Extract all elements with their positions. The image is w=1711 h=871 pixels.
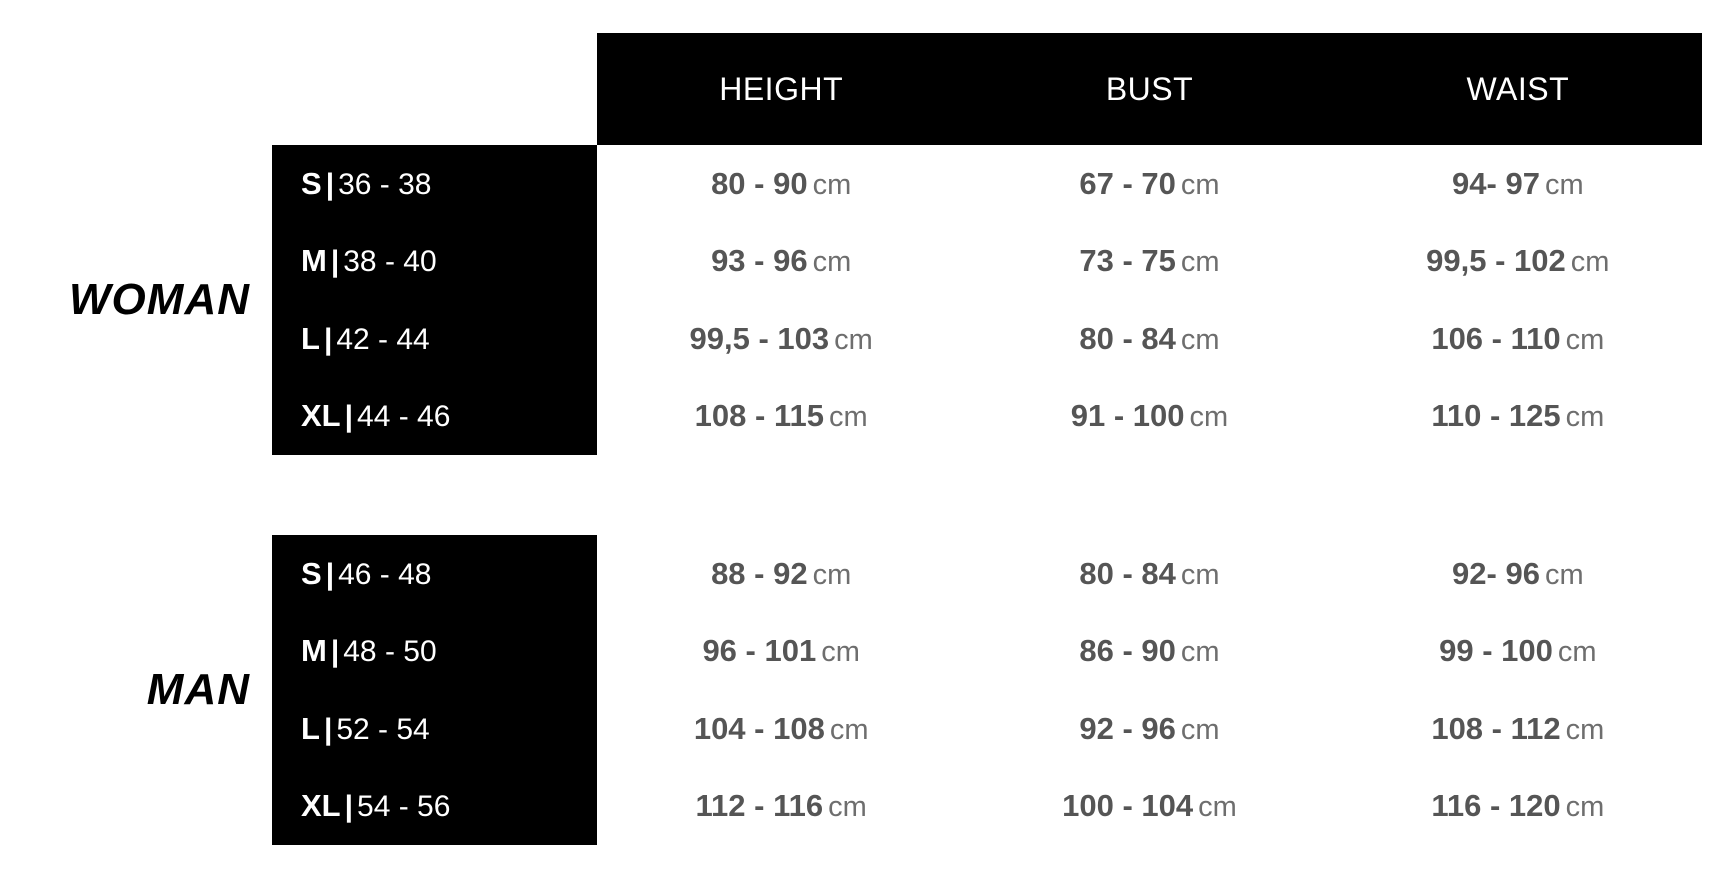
table-row <box>272 613 1702 691</box>
size-range: 44 - 46 <box>357 400 451 434</box>
cell-height: 99,5 - 103 cm <box>689 320 873 356</box>
table-row <box>272 535 1702 613</box>
cell-height: 112 - 116 cm <box>695 788 867 824</box>
cell-size: L | 52 - 54 <box>301 710 430 746</box>
cell-bust: 80 - 84 cm <box>1079 320 1220 356</box>
cell-size: S | 46 - 48 <box>301 555 432 591</box>
table-row <box>272 690 1702 768</box>
cell-bust: 67 - 70 cm <box>1079 165 1220 201</box>
cell-size: XL | 54 - 56 <box>301 788 451 824</box>
size-range: 36 - 38 <box>338 167 432 201</box>
size-label: S <box>301 165 322 201</box>
size-label: L <box>301 710 320 746</box>
table-row <box>272 145 1702 223</box>
cell-size: XL | 44 - 46 <box>301 398 451 434</box>
cell-waist: 116 - 120 cm <box>1431 788 1605 824</box>
column-header-bust: BUST <box>1105 70 1194 107</box>
size-range: 54 - 56 <box>357 790 451 824</box>
cell-bust: 86 - 90 cm <box>1079 633 1220 669</box>
cell-waist: 99,5 - 102 cm <box>1426 243 1610 279</box>
rows-woman <box>272 145 1702 455</box>
size-range: 52 - 54 <box>336 712 430 746</box>
cell-height: 96 - 101 cm <box>702 633 860 669</box>
table-header <box>597 33 1702 145</box>
size-range: 42 - 44 <box>336 322 430 356</box>
table-row <box>272 768 1702 846</box>
cell-size: M | 38 - 40 <box>301 243 437 279</box>
cell-height: 104 - 108 cm <box>693 710 869 746</box>
cell-height: 93 - 96 cm <box>711 243 852 279</box>
cell-bust: 73 - 75 cm <box>1079 243 1220 279</box>
cell-waist: 106 - 110 cm <box>1431 320 1605 356</box>
cell-bust: 92 - 96 cm <box>1079 710 1220 746</box>
cell-waist: 108 - 112 cm <box>1431 710 1605 746</box>
table-row <box>272 300 1702 378</box>
cell-size: L | 42 - 44 <box>301 320 430 356</box>
size-label: M <box>301 633 327 669</box>
cell-height: 88 - 92 cm <box>711 555 852 591</box>
group-label-woman: WOMAN <box>69 275 250 324</box>
size-label: S <box>301 555 322 591</box>
cell-size: S | 36 - 38 <box>301 165 432 201</box>
cell-bust: 80 - 84 cm <box>1079 555 1220 591</box>
size-label: M <box>301 243 327 279</box>
size-range: 46 - 48 <box>338 557 432 591</box>
cell-size: M | 48 - 50 <box>301 633 437 669</box>
size-label: XL <box>301 398 341 434</box>
column-header-height: HEIGHT <box>719 70 844 107</box>
group-label-man: MAN <box>146 665 250 714</box>
size-label: XL <box>301 788 341 824</box>
column-header-waist: WAIST <box>1466 70 1570 107</box>
rows-man <box>272 535 1702 845</box>
cell-waist: 94- 97 cm <box>1452 165 1584 201</box>
table-row <box>272 378 1702 456</box>
cell-bust: 91 - 100 cm <box>1070 398 1229 434</box>
size-range: 38 - 40 <box>343 245 437 279</box>
cell-height: 108 - 115 cm <box>694 398 868 434</box>
size-range: 48 - 50 <box>343 635 437 669</box>
cell-waist: 110 - 125 cm <box>1431 398 1605 434</box>
cell-waist: 99 - 100 cm <box>1439 633 1597 669</box>
cell-bust: 100 - 104 cm <box>1062 788 1237 824</box>
table-row <box>272 223 1702 301</box>
size-label: L <box>301 320 320 356</box>
cell-height: 80 - 90 cm <box>711 165 852 201</box>
cell-waist: 92- 96 cm <box>1452 555 1584 591</box>
